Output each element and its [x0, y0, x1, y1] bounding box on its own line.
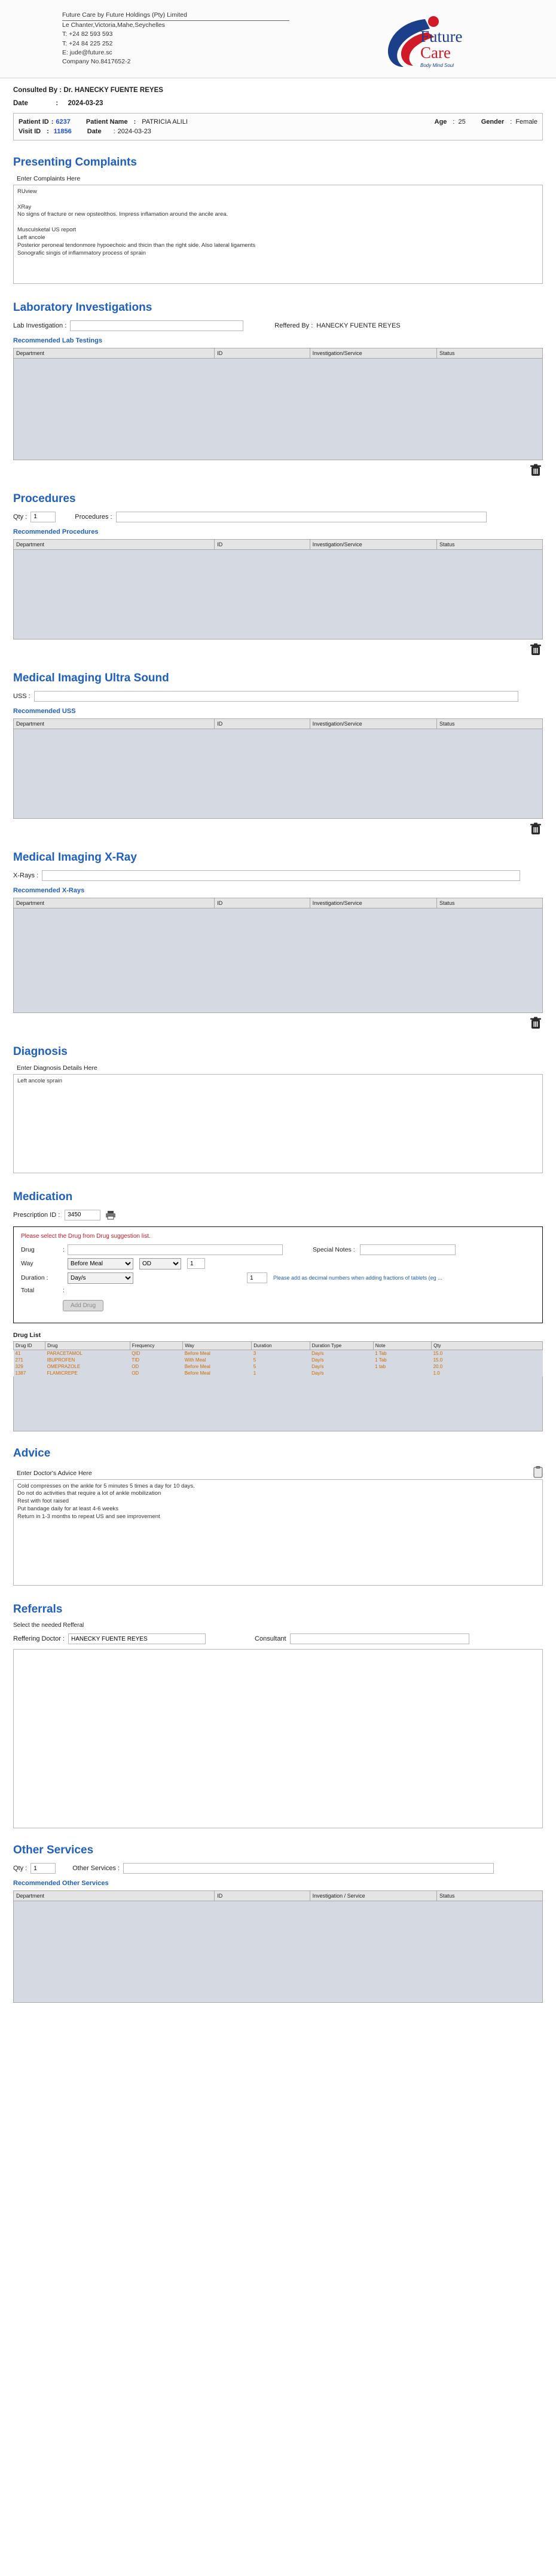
other-services-input[interactable]: [123, 1863, 494, 1874]
proc-col-service: Investigation/Service: [310, 539, 436, 549]
drug-row-name: PARACETAMOL: [47, 1350, 83, 1356]
special-notes-label: Special Notes :: [313, 1246, 355, 1253]
presenting-complaints-subtitle: Enter Complaints Here: [17, 175, 81, 182]
xray-table: [13, 898, 543, 908]
drug-col-duration-type: Duration Type: [310, 1341, 373, 1350]
patient-age-value: 25: [458, 118, 466, 126]
drug-row-duration-type: Day/s: [311, 1357, 324, 1363]
xray-label: X-Rays :: [13, 871, 39, 879]
xray-col-service: Investigation/Service: [310, 898, 436, 908]
drug-row-qty: 15.0: [433, 1350, 443, 1356]
section-title-advice: Advice: [13, 1446, 51, 1460]
consult-date-label: Date: [13, 100, 28, 107]
uss-col-department: Department: [14, 718, 215, 729]
prescription-id-label: Prescription ID :: [13, 1211, 60, 1219]
frequency-select[interactable]: [139, 1258, 181, 1269]
visit-date-label: Date: [87, 128, 102, 135]
section-title-presenting-complaints: Presenting Complaints: [13, 156, 137, 169]
trash-icon[interactable]: [530, 464, 542, 477]
patient-id-value: 6237: [56, 118, 71, 126]
drug-row-frequency: OD: [132, 1370, 139, 1376]
logo-text-care: Care: [420, 44, 451, 62]
drug-row-note: 1 tab: [375, 1363, 386, 1369]
os-col-service: Investigation / Service: [310, 1891, 436, 1901]
patient-name-label: Patient Name: [85, 118, 128, 126]
proc-col-department: Department: [14, 539, 215, 549]
reffered-by-value: HANECKY FUENTE REYES: [316, 322, 401, 329]
duration-type-select[interactable]: [68, 1272, 133, 1284]
uss-body: [13, 729, 543, 819]
drug-col-frequency: Frequency: [130, 1341, 183, 1350]
section-title-xray: Medical Imaging X-Ray: [13, 850, 137, 864]
patient-gender-label: Gender: [481, 118, 505, 126]
other-services-label: Other Services :: [72, 1865, 120, 1873]
uss-col-service: Investigation/Service: [310, 718, 436, 729]
prescription-id-input[interactable]: [65, 1210, 100, 1220]
other-services-qty-input[interactable]: [30, 1863, 56, 1874]
drug-row-id: 271: [15, 1357, 23, 1363]
lab-results-table: [13, 348, 543, 359]
xray-body: [13, 908, 543, 1013]
drug-row-note: 1 Tab: [375, 1350, 387, 1356]
section-title-referrals: Referrals: [13, 1603, 63, 1616]
drug-row-duration: 5: [253, 1357, 256, 1363]
consulted-by-row: [13, 78, 543, 96]
total-label: Total: [21, 1286, 35, 1294]
drug-col-note: Note: [373, 1341, 431, 1350]
way-label: Way: [21, 1260, 33, 1267]
referrals-subtitle: Select the needed Refferal: [13, 1622, 84, 1629]
proc-col-status: Status: [436, 539, 542, 549]
lab-investigation-label: Lab Investigation :: [13, 322, 67, 329]
section-title-diagnosis: Diagnosis: [13, 1045, 68, 1058]
clipboard-icon[interactable]: [533, 1466, 543, 1478]
drug-list-table: [13, 1341, 543, 1376]
uss-col-id: ID: [215, 718, 310, 729]
xray-input[interactable]: [42, 870, 520, 881]
lab-investigation-input[interactable]: [70, 320, 243, 331]
drug-row-way: With Meal: [184, 1357, 206, 1363]
company-tel2: T: +24 84 225 252: [62, 39, 113, 47]
reffered-by-label: Reffered By :: [274, 322, 313, 329]
section-title-medication: Medication: [13, 1190, 73, 1203]
other-services-body: [13, 1901, 543, 2003]
logo-tagline: Body Mind Soul: [420, 63, 454, 68]
proc-col-id: ID: [215, 539, 310, 549]
drug-col-way: Way: [183, 1341, 252, 1350]
trash-icon[interactable]: [530, 1017, 542, 1030]
drug-col-id: Drug ID: [14, 1341, 45, 1350]
diagnosis-textarea[interactable]: [13, 1074, 543, 1173]
advice-textarea[interactable]: [13, 1479, 543, 1586]
patient-id-colon: :: [51, 118, 54, 126]
patient-id-label: Patient ID: [19, 118, 49, 126]
drug-row-way: Before Meal: [184, 1363, 210, 1369]
procedures-input[interactable]: [116, 512, 487, 522]
drug-col-qty: Qty: [432, 1341, 543, 1350]
company-name: Future Care by Future Holdings (Pty) Limited: [62, 11, 289, 21]
frequency-qty-input[interactable]: [187, 1258, 205, 1269]
consulted-by-label: Consulted By :: [13, 87, 62, 94]
drug-row-frequency: TID: [132, 1357, 140, 1363]
section-title-procedures: Procedures: [13, 492, 76, 505]
recommended-lab-testings-label: Recommended Lab Testings: [13, 336, 102, 344]
lab-col-service: Investigation/Service: [310, 348, 436, 358]
recommended-procedures-label: Recommended Procedures: [13, 528, 99, 536]
drug-row-name: IBUPROFEN: [47, 1357, 75, 1363]
medication-error-message: Please select the Drug from Drug suggestion list.: [21, 1232, 151, 1240]
table-row[interactable]: [14, 1370, 543, 1376]
company-address: Le Chanter,Victoria,Mahe,Seychelles: [62, 22, 165, 29]
add-drug-button[interactable]: Add Drug: [63, 1300, 103, 1311]
table-row[interactable]: [14, 1350, 543, 1357]
logo-text-future: Future: [420, 27, 463, 45]
patient-age-label: Age: [434, 118, 447, 126]
drug-row-qty: 20.0: [433, 1363, 443, 1369]
os-col-status: Status: [436, 1891, 542, 1901]
drug-row-frequency: QID: [132, 1350, 140, 1356]
way-select[interactable]: [68, 1258, 133, 1269]
company-email: E: jude@future.sc: [62, 48, 112, 56]
special-notes-input[interactable]: [360, 1244, 456, 1255]
visit-id-value: 11856: [53, 128, 72, 135]
diagnosis-subtitle: Enter Diagnosis Details Here: [17, 1064, 97, 1072]
visit-date-colon: :: [113, 128, 115, 135]
recommended-xrays-label: Recommended X-Rays: [13, 886, 85, 894]
drug-row-frequency: OD: [132, 1363, 139, 1369]
drug-row-note: 1 Tab: [375, 1357, 387, 1363]
procedures-qty-label: Qty :: [13, 513, 28, 521]
referrals-list-area: [13, 1649, 543, 1828]
procedures-qty-input[interactable]: [30, 512, 56, 522]
os-col-department: Department: [14, 1891, 215, 1901]
drug-row-id: 41: [15, 1350, 21, 1356]
recommended-uss-label: Recommended USS: [13, 707, 76, 715]
drug-row-name: FLAMICREPE: [47, 1370, 78, 1376]
duration-number-input[interactable]: [247, 1272, 267, 1283]
drug-input[interactable]: [68, 1244, 283, 1255]
lab-col-id: ID: [215, 348, 310, 358]
patient-gender-value: Female: [515, 118, 537, 126]
procedures-body: [13, 550, 543, 640]
visit-date-value: 2024-03-23: [117, 128, 151, 135]
consultant-input[interactable]: [290, 1633, 469, 1644]
recommended-other-services-label: Recommended Other Services: [13, 1880, 109, 1887]
visit-id-label: Visit ID: [19, 128, 41, 135]
table-row[interactable]: [14, 1357, 543, 1363]
drug-row-duration: 1: [253, 1370, 256, 1376]
drug-list-empty-area: [13, 1376, 543, 1431]
consultant-label: Consultant: [255, 1635, 286, 1643]
drug-list-title: Drug List: [13, 1331, 41, 1339]
drug-col-duration: Duration: [252, 1341, 310, 1350]
drug-row-name: OMEPRAZOLE: [47, 1363, 81, 1369]
drug-row-duration: 5: [253, 1363, 256, 1369]
consult-date-colon: :: [56, 100, 59, 107]
advice-subtitle: Enter Doctor's Advice Here: [17, 1469, 92, 1477]
section-title-laboratory: Laboratory Investigations: [13, 301, 152, 314]
drug-row-qty: 15.0: [433, 1357, 443, 1363]
consult-date-row: [13, 96, 543, 113]
drug-row-duration-type: Day/s: [311, 1350, 324, 1356]
reffering-doctor-input[interactable]: [68, 1633, 206, 1644]
decimal-hint: Please add as decimal numbers when adding fractions of tablets (eg ...: [273, 1275, 442, 1281]
xray-col-department: Department: [14, 898, 215, 908]
patient-bar: [13, 113, 543, 140]
logo: [325, 11, 542, 71]
patient-name-colon: :: [133, 118, 136, 126]
section-title-ultrasound: Medical Imaging Ultra Sound: [13, 671, 169, 684]
table-row[interactable]: [14, 1363, 543, 1370]
other-services-table: [13, 1890, 543, 1901]
procedures-table: [13, 539, 543, 550]
drug-row-duration: 3: [253, 1350, 256, 1356]
reffering-doctor-label: Reffering Doctor :: [13, 1635, 65, 1643]
patient-age-colon: :: [453, 118, 455, 126]
patient-gender-colon: :: [510, 118, 512, 126]
patient-name-value: PATRICIA ALILI: [142, 118, 188, 126]
company-tel1: T: +24 82 593 593: [62, 30, 113, 38]
drug-row-way: Before Meal: [184, 1370, 210, 1376]
trash-icon[interactable]: [530, 643, 542, 656]
medication-panel: Please select the Drug from Drug suggestion list. Drug : Special Notes : Way Before Meal OD 1 Duration : Day/s 1 Please add as decimal numbers when adding fractions of tablets (eg ... Total : Add Drug: [13, 1226, 543, 1323]
lab-results-body: [13, 359, 543, 460]
drug-row-id: 1387: [15, 1370, 26, 1376]
xray-col-id: ID: [215, 898, 310, 908]
duration-label: Duration :: [21, 1274, 48, 1281]
company-info: [14, 11, 325, 66]
xray-col-status: Status: [436, 898, 542, 908]
drug-row-qty: 1.0: [433, 1370, 440, 1376]
uss-label: USS :: [13, 692, 30, 700]
drug-row-duration-type: Day/s: [311, 1370, 324, 1376]
other-services-qty-label: Qty :: [13, 1865, 28, 1873]
visit-id-colon: :: [47, 128, 49, 135]
company-number: Company No.8417652-2: [62, 58, 131, 66]
consulted-by-doctor: Dr. HANECKY FUENTE REYES: [63, 87, 163, 94]
drug-row-way: Before Meal: [184, 1350, 210, 1356]
drug-row-id: 329: [15, 1363, 23, 1369]
section-title-other-services: Other Services: [13, 1844, 94, 1857]
uss-input[interactable]: [34, 691, 518, 702]
uss-table: [13, 718, 543, 729]
procedures-label: Procedures :: [75, 513, 112, 521]
drug-label: Drug: [21, 1246, 35, 1253]
lab-col-status: Status: [436, 348, 542, 358]
drug-row-note: [373, 1370, 431, 1376]
consult-date-value: 2024-03-23: [68, 100, 103, 107]
trash-icon[interactable]: [530, 822, 542, 836]
drug-row-duration-type: Day/s: [311, 1363, 324, 1369]
page-header: [0, 0, 556, 78]
presenting-complaints-textarea[interactable]: [13, 185, 543, 284]
printer-icon[interactable]: [105, 1210, 116, 1220]
lab-col-department: Department: [14, 348, 215, 358]
uss-col-status: Status: [436, 718, 542, 729]
drug-col-drug: Drug: [45, 1341, 130, 1350]
os-col-id: ID: [215, 1891, 310, 1901]
